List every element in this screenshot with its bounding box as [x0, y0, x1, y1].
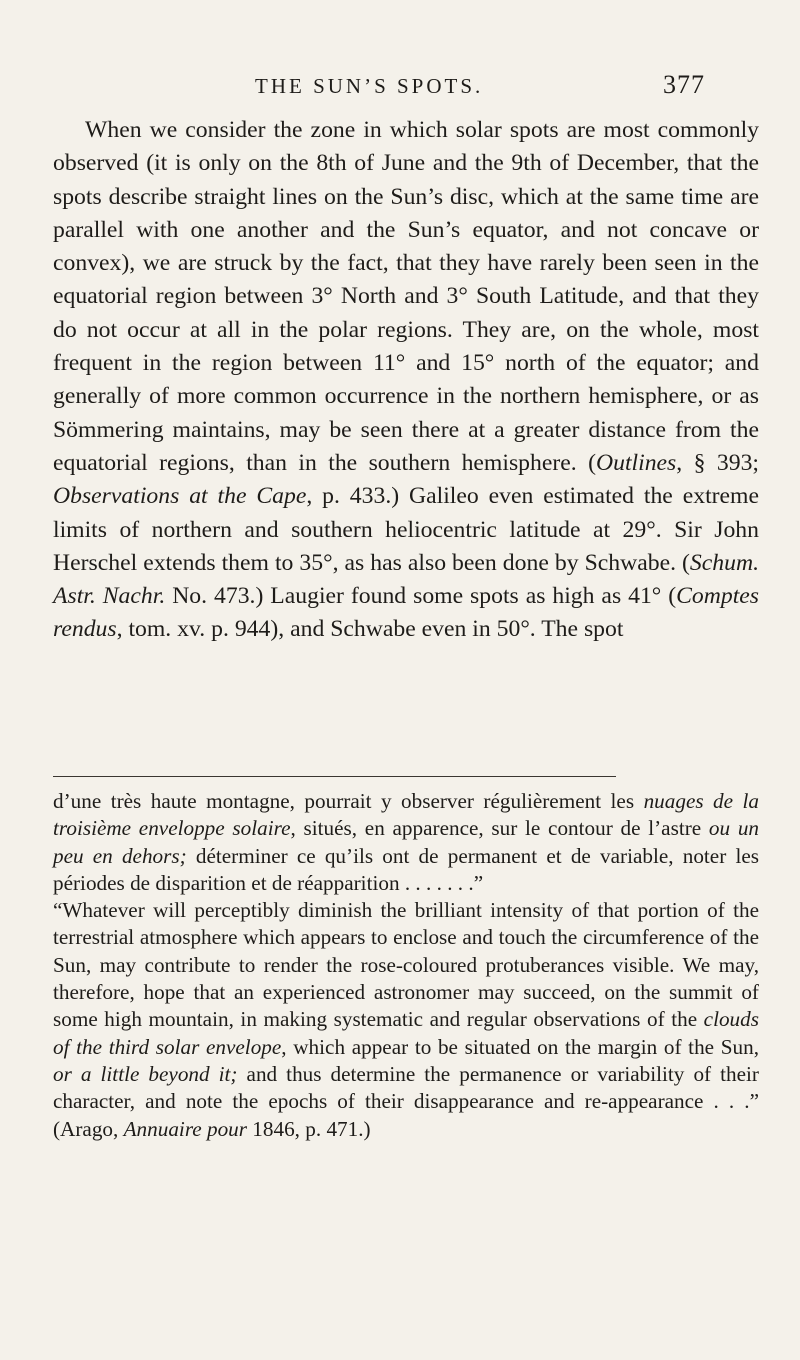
- text-run: and thus determine the permanence or variability of their character, and note the epochs of their disappearance and re-appearance . . .”: [53, 1061, 759, 1114]
- text-run: , § 393;: [676, 449, 759, 476]
- text-run: 1846, p. 471.): [247, 1116, 371, 1141]
- italic-citation: Annuaire pour: [123, 1116, 247, 1141]
- page-number: 377: [663, 70, 705, 99]
- footnote-paragraph-french: [53, 788, 759, 897]
- italic-citation: Observations at the Cape: [53, 483, 307, 510]
- running-head: [255, 70, 705, 104]
- running-title: THE SUN’S SPOTS.: [255, 74, 484, 98]
- text-run: déterminer ce qu’ils ont de permanent et de variable, noter les périodes de disparition et de réapparition . . . . . . .”: [53, 843, 759, 895]
- text-run: , p. 433.) Galileo even estimated the extreme limits of northern and southern heliocentric latitude at 29°. Sir John Herschel extends them to 35°, as has also been done by Schwabe. (: [53, 483, 759, 576]
- italic-phrase: nuages de la troisième enveloppe solaire: [53, 789, 759, 841]
- text-run: (Arago,: [53, 1116, 124, 1141]
- italic-citation: Comptes rendus: [53, 583, 760, 643]
- footnote-divider: [53, 776, 616, 777]
- text-run: “Whatever will perceptibly diminish the brilliant intensity of that portion of the terrestrial atmosphere which appears to enclose and touch the circumference of the Sun, may contribute to render the rose-coloured protuberances visible. We may, therefore, hope that an experienced astronomer may succeed, on the summit of some high mountain, in making systematic and regular observations of the: [53, 898, 759, 1032]
- text-run: , which appear to be situated on the margin of the Sun,: [281, 1034, 759, 1059]
- text-run: No. 473.) Laugier found some spots as high as 41° (: [165, 583, 677, 610]
- italic-phrase: ou un peu en dehors;: [53, 816, 760, 868]
- main-paragraph: [53, 114, 759, 647]
- footnote-block: [53, 788, 759, 1143]
- text-run: When we consider the zone in which solar spots are most commonly observed (it is only on the 8th of June and the 9th of December, that the spots describe straight lines on the Sun’s disc, which at the same time are parallel with one another and the Sun’s equator, and not concave or convex), we are struck by the fact, that they have rarely been seen in the equatorial region between 3° North and 3° South Latitude, and that they do not occur at all in the polar regions. They are, on the whole, most frequent in the region between 11° and 15° north of the equator; and generally of more common occurrence in the northern hemisphere, or as Sömmering maintains, may be seen there at a greater distance from the equatorial regions, than in the southern hemisphere. (: [53, 117, 759, 476]
- footnote-paragraph-english: [53, 897, 759, 1143]
- italic-phrase: clouds of the third solar envelope: [53, 1007, 759, 1059]
- text-run: d’une très haute montagne, pourrait y observer régulièrement les: [53, 789, 644, 813]
- italic-citation: Schum. Astr. Nachr.: [53, 549, 759, 610]
- text-run: , situés, en apparence, sur le contour de l’astre: [290, 816, 709, 841]
- main-text-block: [53, 114, 759, 647]
- italic-citation: Outlines: [596, 449, 677, 476]
- text-run: , tom. xv. p. 944), and Schwabe even in 50°. The spot: [116, 616, 624, 643]
- italic-phrase: or a little beyond it;: [53, 1061, 238, 1086]
